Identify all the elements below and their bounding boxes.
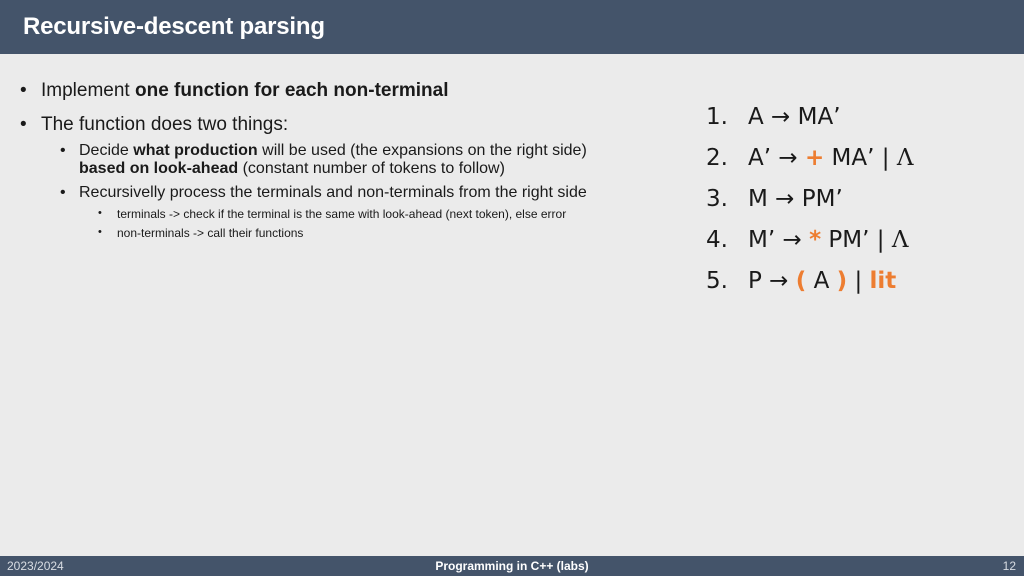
rule-text: A xyxy=(806,268,837,294)
rule-number: 3. xyxy=(706,186,728,212)
bullet-text: Recursivelly process the terminals and non-terminals from the right side xyxy=(79,184,587,201)
bullet-bold-text: one function for each non-terminal xyxy=(134,80,449,101)
terminal-lit: lit xyxy=(869,268,897,294)
bullet-dot: • xyxy=(20,114,27,135)
rule-text: MA’ | xyxy=(824,145,897,171)
footer-course: Programming in C++ (labs) xyxy=(435,559,589,573)
rule-text: A → MA’ xyxy=(748,104,841,130)
bullet-bold-text: what production xyxy=(133,142,258,159)
terminal-lparen: ( xyxy=(795,268,807,294)
sub-bullet-decide xyxy=(60,142,587,178)
sub-sub-bullet-terminals xyxy=(98,207,567,221)
lambda-symbol: Λ xyxy=(896,145,914,171)
rule-text: | xyxy=(847,268,870,294)
footer-year: 2023/2024 xyxy=(7,559,64,573)
bullet-dot: • xyxy=(60,142,66,159)
slide-footer xyxy=(0,556,1024,576)
grammar-rule-5 xyxy=(706,268,896,294)
slide-header xyxy=(0,0,1024,54)
sub-sub-bullet-nonterminals xyxy=(98,226,304,240)
terminal-rparen: ) xyxy=(836,268,848,294)
bullet-text: non-terminals -> call their functions xyxy=(117,226,304,240)
sub-bullet-recursively xyxy=(60,184,587,202)
terminal-plus: + xyxy=(804,145,825,171)
rule-text: PM’ | xyxy=(821,227,892,253)
grammar-rule-4 xyxy=(706,227,908,253)
rule-number: 4. xyxy=(706,227,728,253)
bullet-text: terminals -> check if the terminal is the same with look-ahead (next token), else error xyxy=(117,207,567,221)
bullet-dot: • xyxy=(20,80,27,101)
rule-text: M’ → xyxy=(748,227,810,253)
bullet-text: will be used (the expansions on the right side) xyxy=(257,142,587,159)
grammar-rule-1 xyxy=(706,104,841,130)
bullet-text: Implement xyxy=(41,80,135,101)
rule-number: 2. xyxy=(706,145,728,171)
terminal-star: * xyxy=(809,227,822,253)
footer-page-number: 12 xyxy=(1002,559,1016,573)
bullet-dot: • xyxy=(60,184,66,201)
bullet-bold-text: based on look-ahead xyxy=(79,160,239,177)
rule-text: M → PM’ xyxy=(748,186,843,212)
bullet-dot: • xyxy=(98,226,102,238)
bullet-two-things xyxy=(20,114,289,136)
grammar-rule-3 xyxy=(706,186,843,212)
bullet-dot: • xyxy=(98,207,102,219)
slide-title: Recursive-descent parsing xyxy=(23,13,325,40)
bullet-one-function xyxy=(20,80,449,102)
bullet-text: The function does two things: xyxy=(41,114,289,135)
rule-number: 1. xyxy=(706,104,728,130)
rule-text: A’ → xyxy=(748,145,805,171)
bullet-text: (constant number of tokens to follow) xyxy=(238,160,505,177)
lambda-symbol: Λ xyxy=(891,227,909,253)
rule-text: P → xyxy=(748,268,796,294)
grammar-rule-2 xyxy=(706,145,913,171)
rule-number: 5. xyxy=(706,268,728,294)
bullet-text: Decide xyxy=(79,142,134,159)
